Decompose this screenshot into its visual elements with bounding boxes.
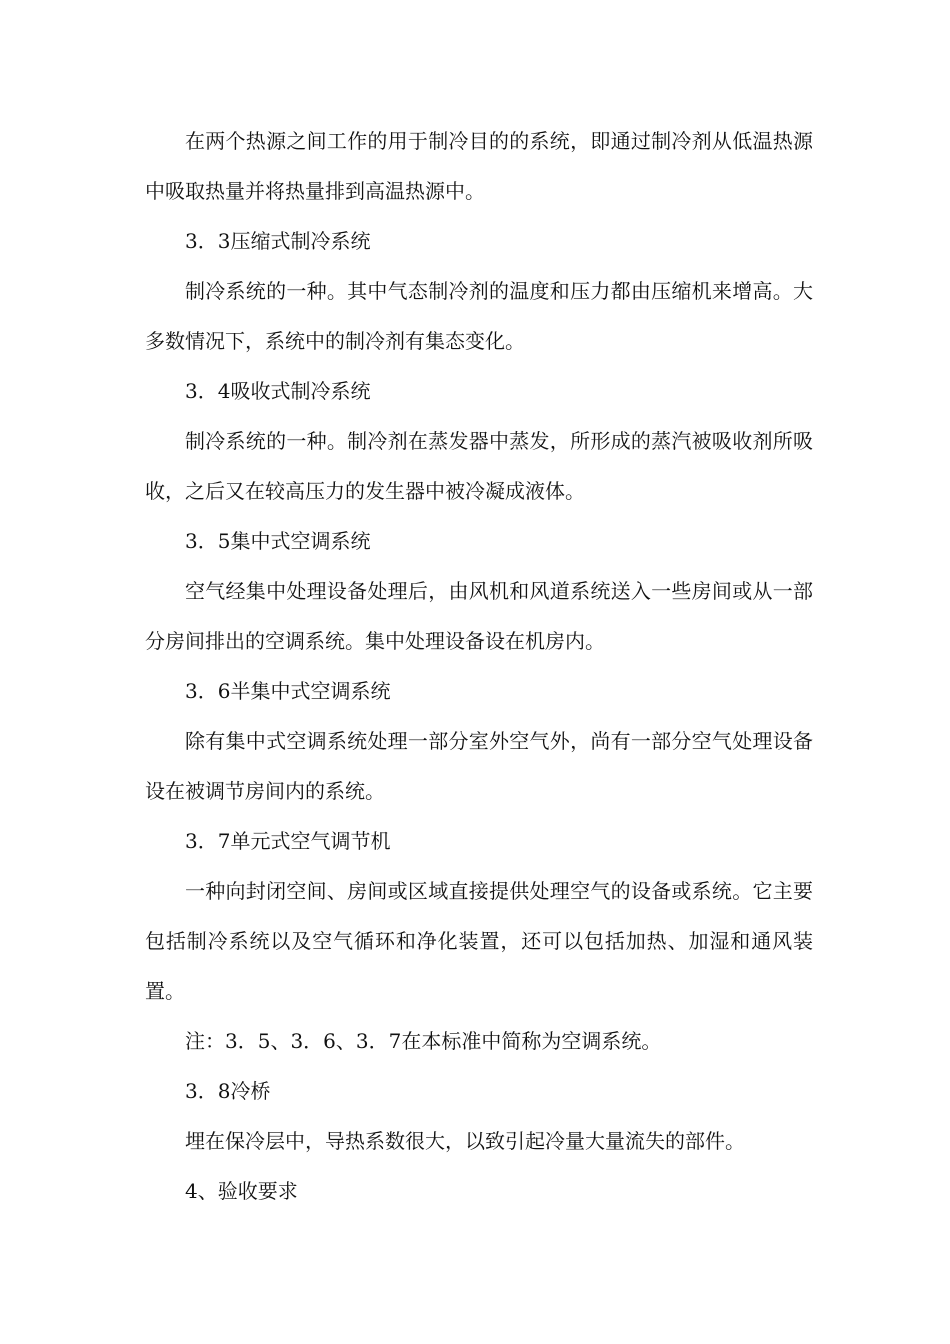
paragraph-cold-bridge: 埋在保冷层中，导热系数很大，以致引起冷量大量流失的部件。 xyxy=(185,1129,745,1153)
heading-3-5: 3．5集中式空调系统 xyxy=(185,529,371,553)
heading-3-7: 3．7单元式空气调节机 xyxy=(185,829,391,853)
heading-3-3: 3．3压缩式制冷系统 xyxy=(185,229,371,253)
paragraph-compression-refrigeration: 制冷系统的一种。其中气态制冷剂的温度和压力都由压缩机来增高。大多数情况下，系统中的制冷剂有集态变化。 xyxy=(145,279,813,353)
heading-3-4: 3．4吸收式制冷系统 xyxy=(185,379,371,403)
document-body xyxy=(145,116,813,1216)
heading-4-acceptance-requirements: 4、验收要求 xyxy=(185,1179,298,1203)
paragraph-central-air-conditioning: 空气经集中处理设备处理后，由风机和风道系统送入一些房间或从一部分房间排出的空调系统。集中处理设备设在机房内。 xyxy=(145,579,813,653)
paragraph-unitary-air-conditioner: 一种向封闭空间、房间或区域直接提供处理空气的设备或系统。它主要包括制冷系统以及空气循环和净化装置，还可以包括加热、加湿和通风装置。 xyxy=(145,879,813,1003)
heading-3-8: 3．8冷桥 xyxy=(185,1079,271,1103)
note-air-conditioning-systems: 注：3．5、3．6、3．7在本标准中简称为空调系统。 xyxy=(185,1029,662,1053)
paragraph-semi-central-air-conditioning: 除有集中式空调系统处理一部分室外空气外，尚有一部分空气处理设备设在被调节房间内的系统。 xyxy=(145,729,813,803)
paragraph-refrigeration-system-definition: 在两个热源之间工作的用于制冷目的的系统，即通过制冷剂从低温热源中吸取热量并将热量排到高温热源中。 xyxy=(145,129,813,203)
heading-3-6: 3．6半集中式空调系统 xyxy=(185,679,391,703)
paragraph-absorption-refrigeration: 制冷系统的一种。制冷剂在蒸发器中蒸发，所形成的蒸汽被吸收剂所吸收，之后又在较高压力的发生器中被冷凝成液体。 xyxy=(145,429,813,503)
